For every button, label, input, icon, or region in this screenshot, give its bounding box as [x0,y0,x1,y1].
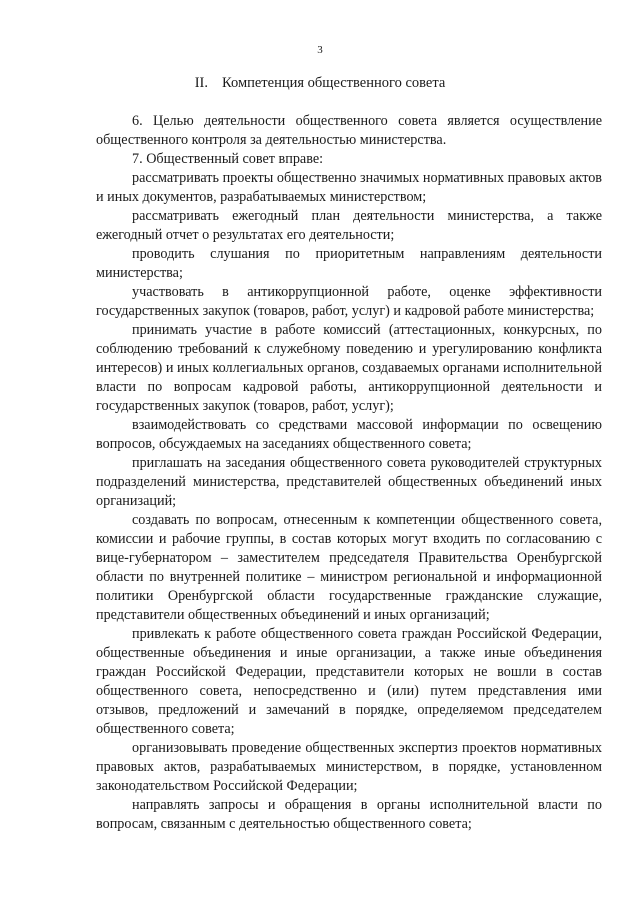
list-item-send-requests: направлять запросы и обращения в органы исполнительной власти по вопросам, связанным с деятельностью общественного совета; [96,797,602,832]
paragraph-6-goal: 6. Целью деятельности общественного совета является осуществление общественного контроля за деятельностью министерства. [96,113,602,148]
list-item-anticorruption-work: участвовать в антикоррупционной работе, оценке эффективности государственных закупок (товаров, работ, услуг) и кадровой работе министерства; [96,284,602,319]
list-item-public-expertise: организовывать проведение общественных экспертиз проектов нормативных правовых актов, разрабатываемых министерством, в порядке, установленном законодательством Российской Федерации; [96,740,602,794]
list-item-invite-heads: приглашать на заседания общественного совета руководителей структурных подразделений министерства, представителей общественных объединений иных организаций; [96,455,602,509]
list-item-commissions: принимать участие в работе комиссий (аттестационных, конкурсных, по соблюдению требований к служебному поведению и урегулированию конфликта интересов) и иных коллегиальных органов, создаваемых органами исполнительной власти по вопросам кадровой работы, антикоррупционной деятельности и государственных закупок (товаров, работ, услуг); [96,322,602,414]
page-number: 3 [317,44,323,56]
list-item-hold-hearings: проводить слушания по приоритетным направлениям деятельности министерства; [96,246,602,281]
list-item-review-annual-plan: рассматривать ежегодный план деятельности министерства, а также ежегодный отчет о результатах его деятельности; [96,208,602,243]
paragraph-7-rights-intro: 7. Общественный совет вправе: [132,151,324,167]
list-item-involve-citizens: привлекать к работе общественного совета граждан Российской Федерации, общественные объединения и иные организации, а также иные объединения граждан Российской Федерации, представители которых не вошли в состав общественного совета, непосредственно и (или) путем представления ими отзывов, предложений и замечаний в порядке, определяемом председателем общественного совета; [96,626,602,737]
list-item-media-interaction: взаимодействовать со средствами массовой информации по освещению вопросов, обсуждаемых на заседаниях общественного совета; [96,417,602,452]
list-item-working-groups: создавать по вопросам, отнесенным к компетенции общественного совета, комиссии и рабочие группы, в состав которых могут входить по согласованию с вице-губернатором – заместителем председателя Правительства Оренбургской области по внутренней политике – министром региональной и информационной политики Оренбургской области государственные гражданские служащие, представители общественных объединений и иных организаций; [96,512,602,623]
section-heading [0,73,640,93]
section-title: Компетенция общественного совета [222,75,446,91]
list-item-review-drafts: рассматривать проекты общественно значимых нормативных правовых актов и иных документов, разрабатываемых министерством; [96,170,602,205]
section-number: II. [194,75,209,91]
document-body [96,112,602,834]
